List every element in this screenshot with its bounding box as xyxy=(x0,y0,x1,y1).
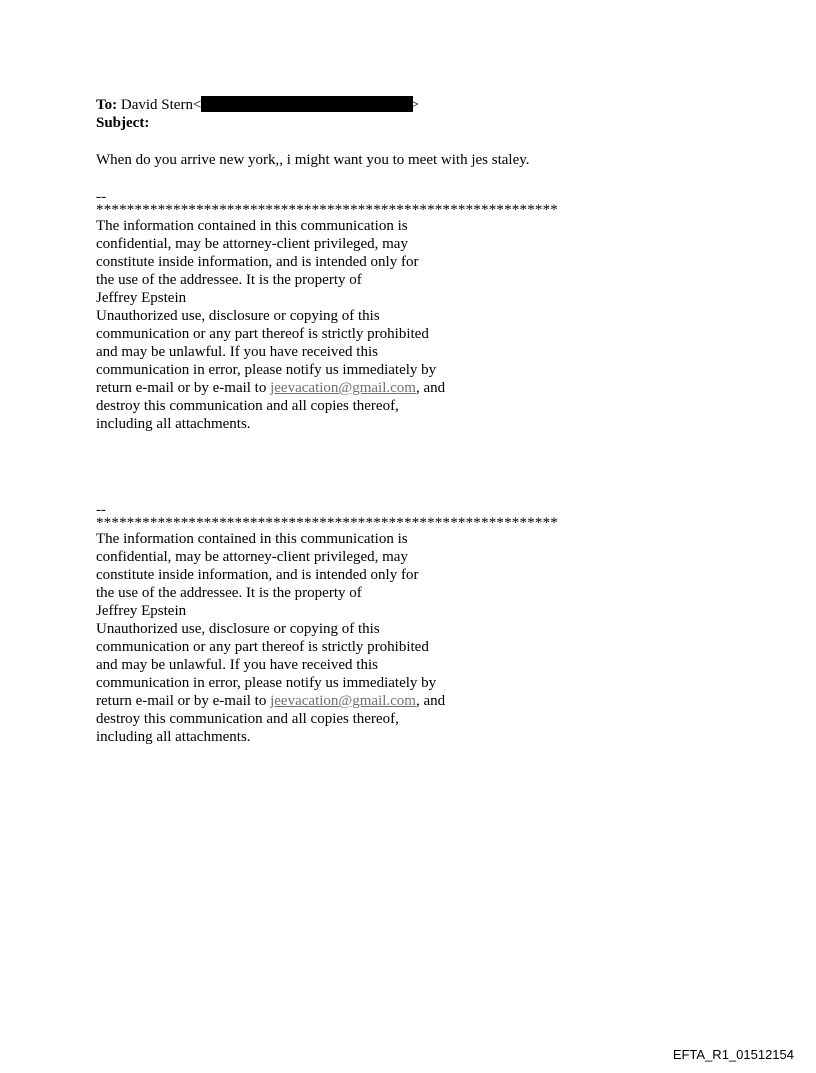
message-body: When do you arrive new york,, i might want you to meet with jes staley. xyxy=(96,152,530,168)
disclaimer-line: destroy this communication and all copies thereof, xyxy=(96,711,399,727)
disclaimer-line: constitute inside information, and is intended only for xyxy=(96,567,419,583)
disclaimer-line: communication in error, please notify us immediately by xyxy=(96,362,437,378)
disclaimer-line: the use of the addressee. It is the property of xyxy=(96,585,362,601)
disclaimer-line: Jeffrey Epstein xyxy=(96,603,187,619)
disclaimer-line: communication or any part thereof is strictly prohibited xyxy=(96,326,429,342)
disclaimer-link-line xyxy=(96,692,558,710)
link-suffix: , and xyxy=(415,380,446,396)
subject-line xyxy=(96,114,419,132)
disclaimer-line: The information contained in this communication is xyxy=(96,218,408,234)
disclaimer-block xyxy=(96,504,558,746)
disclaimer-line: confidential, may be attorney-client privileged, may xyxy=(96,236,408,252)
subject-label: Subject: xyxy=(96,115,150,131)
disclaimer-line: and may be unlawful. If you have received this xyxy=(96,344,378,360)
email-link[interactable]: jeevacation@gmail.com xyxy=(270,693,416,709)
stars-divider: ************************************************************ xyxy=(96,515,558,531)
disclaimer-line: The information contained in this communication is xyxy=(96,531,408,547)
disclaimer-line: confidential, may be attorney-client privileged, may xyxy=(96,549,408,565)
disclaimer-line: Unauthorized use, disclosure or copying of this xyxy=(96,308,380,324)
disclaimer-line: Jeffrey Epstein xyxy=(96,290,187,306)
disclaimer-line: Unauthorized use, disclosure or copying of this xyxy=(96,621,380,637)
to-close-bracket: > xyxy=(410,97,419,113)
disclaimer-lines-before xyxy=(96,217,558,379)
disclaimer-line: communication or any part thereof is strictly prohibited xyxy=(96,639,429,655)
email-header xyxy=(96,96,419,132)
to-open-bracket: < xyxy=(192,97,202,113)
disclaimer-lines-before xyxy=(96,530,558,692)
disclaimer-lines-after xyxy=(96,397,558,433)
disclaimer-line: including all attachments. xyxy=(96,416,251,432)
document-id: EFTA_R1_01512154 xyxy=(672,1047,794,1062)
email-link[interactable]: jeevacation@gmail.com xyxy=(270,380,416,396)
disclaimer-link-line xyxy=(96,379,558,397)
stars-divider: ************************************************************ xyxy=(96,202,558,218)
disclaimer-line: destroy this communication and all copies thereof, xyxy=(96,398,399,414)
to-name: David Stern xyxy=(120,97,193,113)
disclaimer-lines-after xyxy=(96,710,558,746)
to-line xyxy=(96,96,419,114)
link-suffix: , and xyxy=(415,693,446,709)
signature-separator: -- xyxy=(96,502,106,518)
disclaimer-line: the use of the addressee. It is the property of xyxy=(96,272,362,288)
signature-separator: -- xyxy=(96,189,106,205)
disclaimer-line: constitute inside information, and is intended only for xyxy=(96,254,419,270)
disclaimer-line: including all attachments. xyxy=(96,729,251,745)
to-label: To: xyxy=(96,97,118,113)
disclaimer-line: communication in error, please notify us immediately by xyxy=(96,675,437,691)
link-prefix: return e-mail or by e-mail to xyxy=(96,380,271,396)
redaction-box xyxy=(201,96,413,112)
disclaimer-line: and may be unlawful. If you have received this xyxy=(96,657,378,673)
disclaimer-block xyxy=(96,191,558,433)
link-prefix: return e-mail or by e-mail to xyxy=(96,693,271,709)
